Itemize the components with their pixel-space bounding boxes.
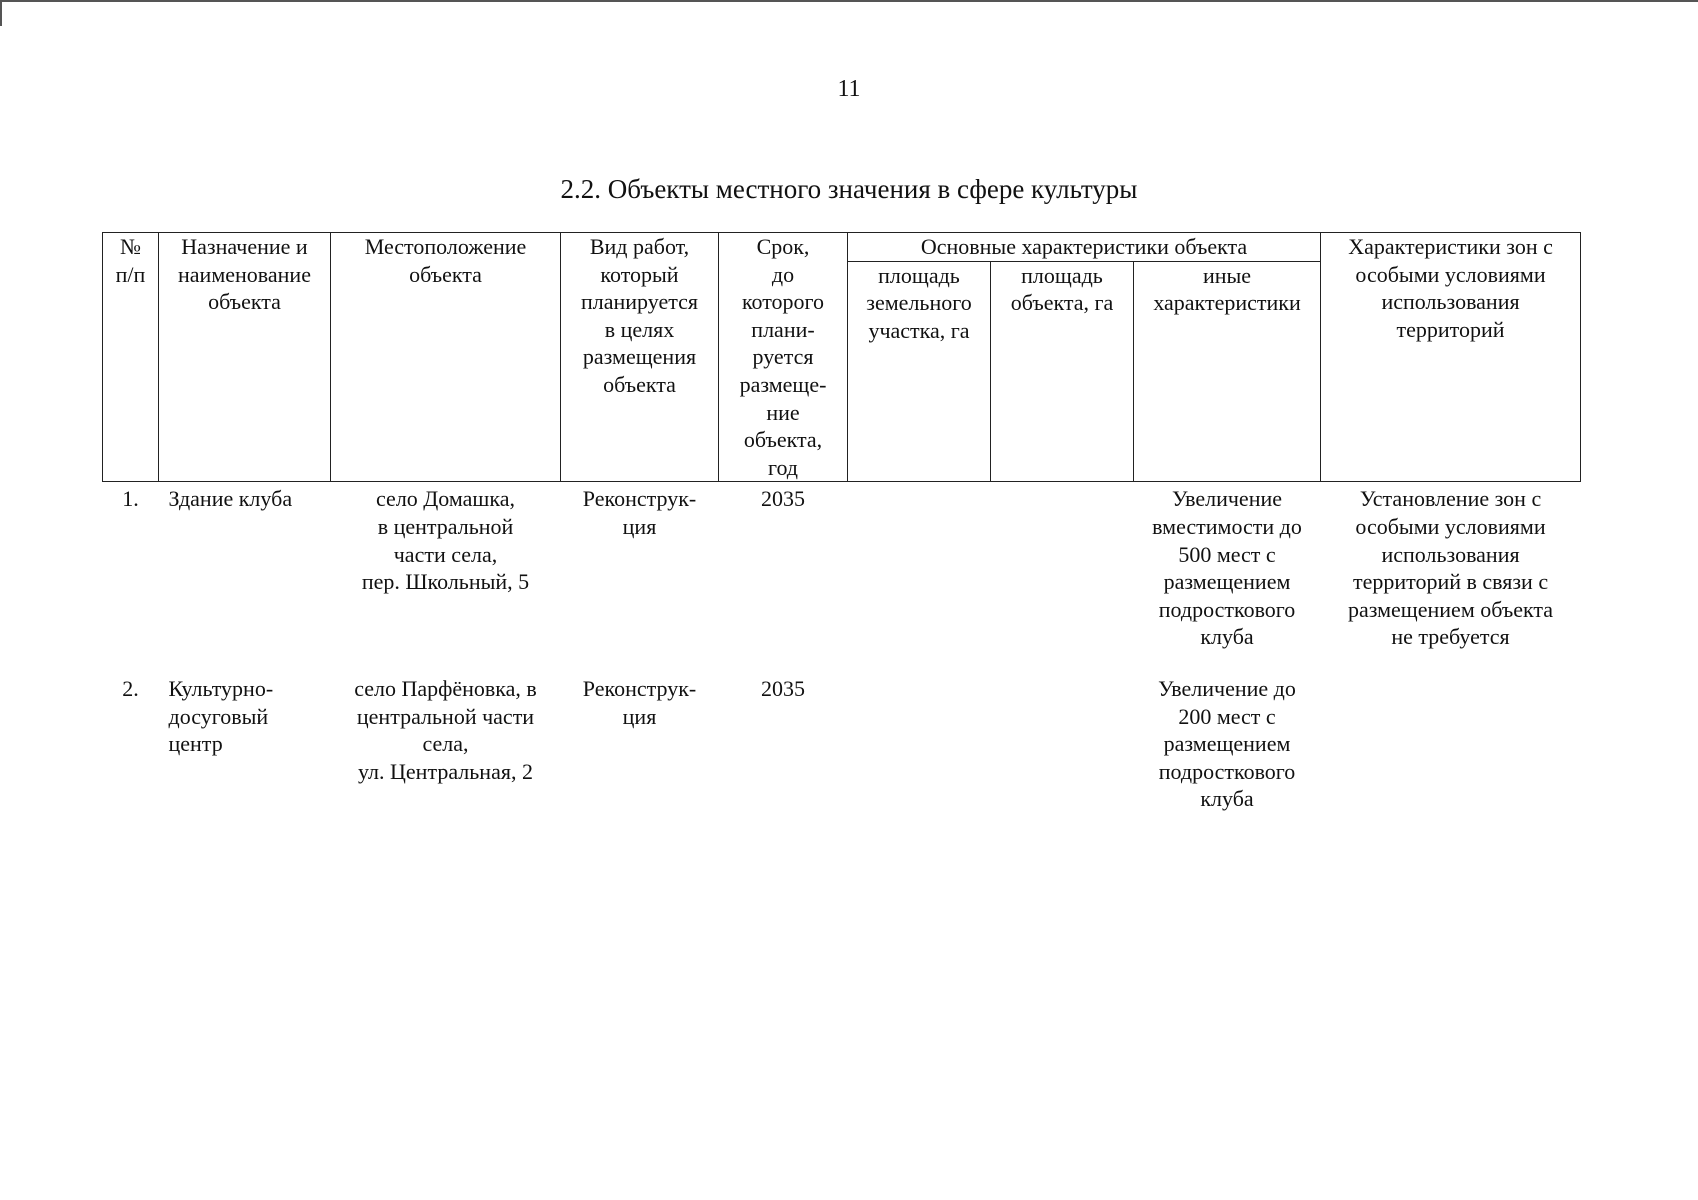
row-other: Увеличение вместимости до 500 мест с размещением подросткового клуба [1152,486,1302,650]
header-location: Местоположение объекта [331,233,561,482]
row-work-type: Реконструк- ция [582,486,697,539]
header-zones: Характеристики зон с особыми условиями использования территорий [1321,233,1581,482]
row-purpose: Здание клуба [168,486,293,512]
header-main-characteristics: Основные характеристики объекта [848,233,1321,262]
header-purpose: Назначение и наименование объекта [159,233,331,482]
row-num: 2. [122,675,139,701]
row-object-area [991,482,1134,651]
row-location: село Домашка, в центральной части села, пер. Школьный, 5 [361,486,530,595]
header-other: иные характеристики [1134,261,1321,482]
objects-table [102,232,1581,813]
row-year: 2035 [761,675,805,701]
header-land-area: площадь земельного участка, га [848,261,991,482]
scan-edge-top [0,0,1698,2]
table-header [103,233,1581,482]
row-year: 2035 [761,486,805,512]
row-num: 1. [122,486,139,512]
row-purpose: Культурно- досуговый центр [168,675,274,757]
table-row [103,651,1581,813]
header-object-area: площадь объекта, га [991,261,1134,482]
scan-edge-left [0,0,2,26]
section-title: 2.2. Объекты местного значения в сфере культуры [560,174,1138,204]
header-work-type: Вид работ, который планируется в целях размещения объекта [561,233,719,482]
header-num: № п/п [103,233,159,482]
row-land-area [848,482,991,651]
row-other: Увеличение до 200 мест с размещением подросткового клуба [1158,675,1296,812]
table-body [103,482,1581,813]
row-object-area [991,651,1134,813]
row-work-type: Реконструк- ция [582,675,697,729]
page-number: 11 [837,76,861,102]
row-zones: Установление зон с особыми условиями использования территорий в связи с размещением объекта не требуется [1347,486,1554,650]
row-location: село Парфёновка, в центральной части села, ул. Центральная, 2 [354,675,537,784]
table-row [103,482,1581,651]
row-zones [1321,651,1581,813]
header-deadline: Срок, до которого плани- руется размеще- ние объекта, год [719,233,848,482]
row-land-area [848,651,991,813]
